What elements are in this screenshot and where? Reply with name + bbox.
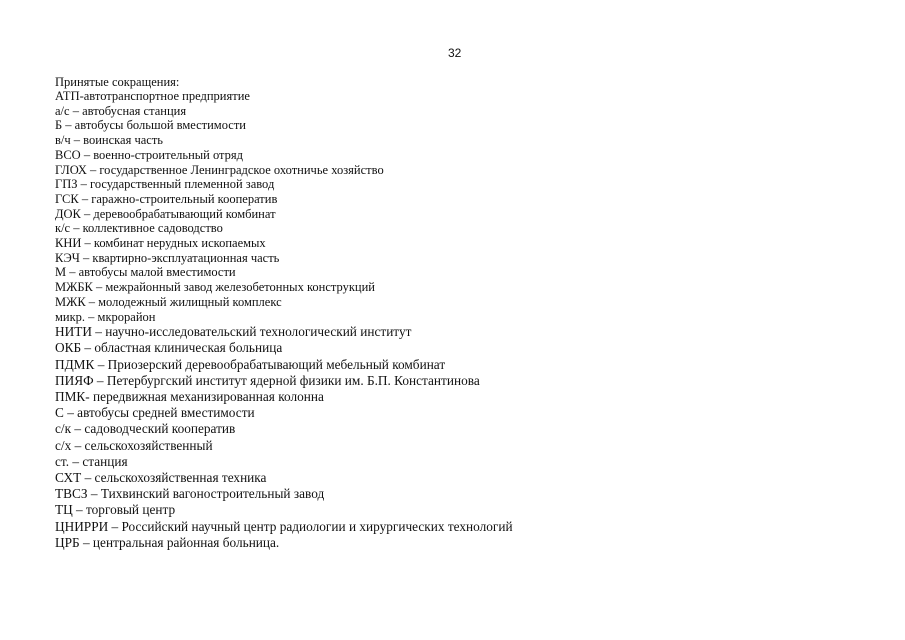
abbreviation-item: М – автобусы малой вместимости — [55, 265, 236, 280]
abbreviation-item: ТЦ – торговый центр — [55, 502, 176, 518]
abbreviation-item: АТП-автотранспортное предприятие — [55, 89, 250, 103]
abbreviation-item: КЭЧ – квартирно-эксплуатационная часть — [55, 250, 280, 265]
abbreviation-item: СХТ – сельскохозяйственная техника — [55, 470, 267, 486]
abbreviation-item: а/с – автобусная станция — [55, 103, 187, 118]
abbreviation-item: С – автобусы средней вместимости — [55, 405, 255, 421]
abbreviation-item: ТВСЗ – Тихвинский вагоностроительный завод — [55, 486, 325, 502]
abbreviation-item: НИТИ – научно-исследовательский технологический институт — [55, 324, 412, 340]
abbreviation-item: ВСО – военно-строительный отряд — [55, 147, 244, 162]
abbreviation-item: ОКБ – областная клиническая больница — [55, 340, 283, 356]
abbreviation-item: ЦНИРРИ – Российский научный центр радиологии и хирургических технологий — [55, 518, 513, 534]
abbreviation-item: к/с – коллективное садоводство — [55, 221, 223, 236]
abbreviation-item: МЖК – молодежный жилищный комплекс — [55, 294, 282, 309]
abbreviation-item: ЦРБ – центральная районная больница. — [55, 534, 280, 550]
abbreviations-section — [55, 75, 885, 551]
page-number: 32 — [448, 46, 462, 60]
abbreviations-list — [55, 89, 885, 551]
abbreviation-item: в/ч – воинская часть — [55, 133, 164, 148]
abbreviation-item: с/х – сельскохозяйственный — [55, 437, 213, 453]
abbreviation-item: КНИ – комбинат нерудных ископаемых — [55, 236, 266, 251]
abbreviation-item: ст. – станция — [55, 453, 128, 469]
abbreviation-item: Б – автобусы большой вместимости — [55, 118, 246, 133]
abbreviation-item: ГЛОХ – государственное Ленинградское охотничье хозяйство — [55, 162, 384, 177]
abbreviation-item: МЖБК – межрайонный завод железобетонных конструкций — [55, 280, 375, 295]
abbreviation-item: микр. – мкрорайон — [55, 309, 156, 324]
abbreviation-item: с/к – садоводческий кооператив — [55, 421, 236, 437]
abbreviation-item: ДОК – деревообрабатывающий комбинат — [55, 206, 276, 221]
abbreviation-item: ПДМК – Приозерский деревообрабатывающий мебельный комбинат — [55, 356, 446, 372]
abbreviation-item: ПМК- передвижная механизированная колонна — [55, 389, 324, 405]
abbreviation-item: ГСК – гаражно-строительный кооператив — [55, 191, 278, 206]
abbreviation-item: ГПЗ – государственный племенной завод — [55, 177, 275, 192]
abbreviations-heading: Принятые сокращения: — [55, 75, 180, 89]
abbreviation-item: ПИЯФ – Петербургский институт ядерной физики им. Б.П. Константинова — [55, 372, 480, 388]
